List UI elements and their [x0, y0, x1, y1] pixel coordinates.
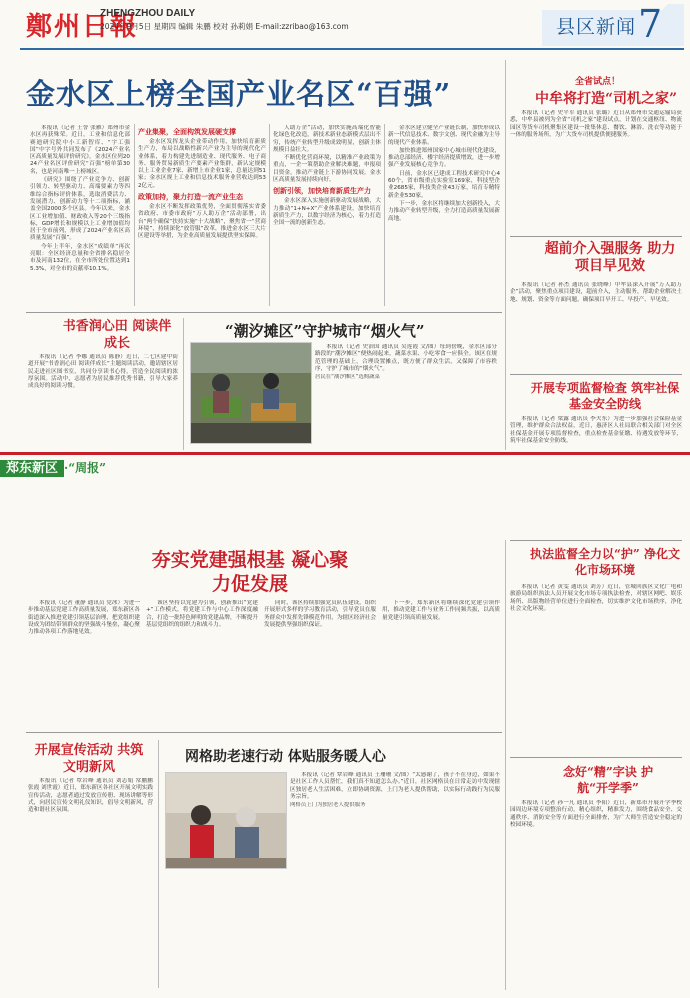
- right-story-5: [510, 800, 682, 985]
- civ-story: [28, 778, 153, 986]
- newspaper-logo: 鄭州日報: [26, 12, 139, 42]
- photo-caption: 居民在“潮汐摊区”选购蔬菜: [315, 374, 380, 381]
- right-headline-2: 超前介入强服务 助力项目早见效: [544, 241, 676, 274]
- story-para: 下一步，郑东新区将继续深化党建引领作用，推动党建工作与业务工作同频共振，以高质量党建引领高质量发展。: [382, 600, 500, 621]
- column-divider: [384, 124, 385, 306]
- column-divider: [183, 318, 184, 450]
- party-col-2: [146, 600, 258, 720]
- story-para: 本报讯（记者 黄雯 通讯员 刘芳）近日，管城回族区文化广电和旅游局组织执法人员开展文化市场专项执法检查，对辖区网吧、娱乐场所、出版物经营单位进行全面检查，切实维护文化市场秩序，净化社会文化环境。: [510, 584, 682, 612]
- right-story-1: [510, 110, 682, 232]
- right-headline-5: 念好“精”字诀 护航“开学季”: [563, 765, 653, 795]
- section-title: 县区新闻: [556, 16, 637, 38]
- book-headline: 书香润心田 阅读伴成长: [62, 319, 172, 351]
- page-number: 7: [638, 2, 663, 46]
- section-divider: [26, 312, 502, 313]
- lead-para: 金水区发挥龙头企业带动作用，加快培育新质生产力，布局以战略性新兴产业为主导的现代化产业体系，着力构建先进制造业、现代服务、电子商务、服务贸易新质生产要素产业集群，新认定规模以上工业企业7家、新增上市企业1家，总量达到51家；金水区规上工业和信息技术服务业营收达到532亿元。: [138, 139, 266, 189]
- story-para: 本报讯（记者 孙杰 通讯员 张晓峰）中牟县深入开展“万人助万企”活动，聚焦重点项目建设，超前介入，主动服务，帮助企业解决土地、规划、资金等方面问题，确保项目早开工、早投产、早见效。: [510, 282, 682, 303]
- lead-para: 《研究》围绕了产业竞争力、创新引领力、转型驱动力、高端要素力等四维综合指标评价体系，选取消费活力、发展潜力、创新动力等十二项指标，涵盖全国2000多个区县。今年以来，金水区工业增加值、财政收入等20个三级指标，GDP增长和规模以上工业增加值均居于全市前列，形成了2024产业名区高质量发展“百强”。: [30, 177, 130, 242]
- column-divider: [134, 124, 135, 306]
- story-para: 本报讯（记者 董静 通讯员 党冰）为进一步推动基层党建工作高质量发展，郑东新区各街道深入推进党建引领基层治理，把党组织建设成为团结带领群众的坚强战斗堡垒，凝心聚力推动各项工作落地见效。: [28, 600, 140, 636]
- net-story: [290, 772, 500, 986]
- book-story: [28, 354, 178, 449]
- right-headline-3: 开展专项监督检查 筑牢社保基金安全防线: [530, 381, 680, 411]
- right-story-4: [510, 584, 682, 754]
- section-tag: [0, 457, 106, 476]
- lead-subhead: 政策加持，聚力打造一流产业生态: [138, 193, 243, 202]
- story-para: 本报讯（记者 李娜 通讯员 陈静）近日，二七区建中街道开展“书香润心田 阅读伴成长”主题阅读活动，邀请辖区居民走进社区图书室，共同分享读书心得，营造全民阅读的浓厚氛围。活动中，志愿者为居民推荐优秀书籍，引导大家养成良好的阅读习惯。: [28, 354, 178, 390]
- party-col-1: [28, 600, 140, 720]
- newspaper-english-name: ZHENGZHOU DAILY: [100, 8, 196, 19]
- market-photo-illustration: [191, 343, 311, 443]
- story-para: 本报讯（记者 孙一凡 通讯员 李阳）近日，新郑市开展开学季校园周边环境专项整治行动，精心组织，精准发力，围绕食品安全、交通秩序、消防安全等方面进行全面排查，为广大师生营造安全稳定的校园环境。: [510, 800, 682, 828]
- column-divider: [269, 124, 270, 306]
- net-headline: 网格助老速行动 体贴服务暖人心: [185, 749, 386, 765]
- tide-story: [315, 344, 497, 444]
- right-story-2: [510, 282, 682, 370]
- party-col-4: [382, 600, 500, 720]
- masthead: [0, 0, 690, 52]
- section-tag-tail: ·“周报”: [64, 461, 106, 475]
- story-para: 该区坚持以党建为引领，创新推出“党建+”工作模式，将党建工作与中心工作深度融合，打造一批特色鲜明的党建品牌，不断提升基层党组织的组织力和战斗力。: [146, 600, 258, 628]
- lead-para: 人助万企”活动，加快实施高端化智能化绿色化改造，新技术新业态新模式层出不穷，传统产业转型升级成效明显，创新主体规模日益壮大。: [273, 125, 381, 153]
- story-divider: [510, 540, 682, 541]
- section-tag-label: 郑东新区: [0, 460, 64, 477]
- right-column-divider: [505, 60, 506, 450]
- story-para: 本报讯（记者 史治国 通讯员 吴莲霞 文/图）每到傍晚，金水区部分路段的“潮汐摊区”便热闹起来，蔬菜水果、小吃零食一应俱全。该区在规范管理的基础上，合理设置摊点，既方便了群众生活，又保障了市容秩序，守护了城市的“烟火气”。: [315, 344, 497, 372]
- story-para: 本报讯（记者 覃岩峰 通讯员 王珊珊 文/图）“太感谢了，孩子不在身边，如果不是社区工作人员帮忙，我们真不知道怎么办。”近日，社区网格员在日常走访中发现辖区独居老人生活困难，立即协调资源，上门为老人提供帮助，以实际行动践行为民服务宗旨。: [290, 772, 500, 800]
- story-para: 同时，该区持续加强党员队伍建设，组织开展形式多样的学习教育活动，引导党员在服务群众中发挥先锋模范作用，为辖区经济社会发展提供坚强组织保证。: [264, 600, 376, 628]
- party-col-3: [264, 600, 376, 720]
- civ-headline: 开展宣传活动 共筑文明新风: [34, 743, 144, 775]
- right-headline-1: 中牟将打造“司机之家”: [535, 91, 678, 107]
- lead-col-1: [30, 125, 130, 307]
- service-photo-illustration: [166, 773, 286, 868]
- masthead-rule: [20, 48, 684, 50]
- lead-subhead: 产业集聚，全面构筑发展硬支撑: [138, 128, 236, 136]
- section-band: [0, 452, 690, 455]
- story-divider: [510, 236, 682, 237]
- lead-para: 今年上半年，金水区“成绩单”再次亮眼：全区经济总量和全省排名稳居全市及河南132位，在全市所处位置达到15.3%，对全市的贡献率10.1%。: [30, 243, 130, 272]
- dateline: 2024年9月5日 星期四 编辑 朱鹏 校对 孙莉娟 E-mail:zzribao@163.com: [100, 22, 349, 31]
- right-headline-4: 执法监督全力以“护” 净化文化市场环境: [530, 547, 680, 577]
- lead-para: 日前，金水区已建成工程技术研究中心460个，省市级重点实验室169家，科技型企业2685家，科技类企业43万家，培育专精特新企业530家。: [388, 170, 500, 199]
- lead-para: 加快推进郑州国家中心城市现代化建设，推动总部经济、楼宇经济提质增效，进一步增强产业发展核心竞争力。: [388, 147, 500, 169]
- lead-para: 金水区建立健全产业链长制，加快形成以新一代信息技术、数字文创、现代金融为主导的现代产业体系。: [388, 125, 500, 146]
- net-photo: [165, 772, 287, 869]
- story-para: 本报讯（记者 史平军 通讯员 张璐）近日从郑州市交通运输局获悉，中牟县被列为全省“司机之家”建设试点，计划在交通枢纽、物流园区等货车司机聚集区建设一批集休息、餐饮、淋浴、洗衣等功能于一体的服务场所，为广大货车司机提供便捷服务。: [510, 110, 682, 138]
- right-story-3: [510, 416, 682, 536]
- section-divider: [26, 732, 502, 733]
- lead-col-4: [388, 125, 500, 307]
- right-column-divider-lower: [505, 540, 506, 990]
- lead-para: 下一步，金水区将继续加大创新投入，大力推动产业转型升级，全力打造高质量发展新高地。: [388, 200, 500, 222]
- lead-col-2: [138, 125, 266, 307]
- lead-headline: 金水区上榜全国产业名区“百强”: [26, 77, 452, 111]
- party-headline: 夯实党建强根基 凝心聚力促发展: [151, 549, 349, 595]
- story-divider: [510, 374, 682, 375]
- lead-para: 本报讯（记者 王誉 张雁）郑州市金水区再获殊荣。近日，工业和信息化部赛迪研究院中小工新智库、“宇工强国”中字号外共同发布了《2024产业名区高质量发展评价研究》，金水区位列2024产业名区评价研究“百强”榜单第30名，也是河南唯一上榜城区。: [30, 125, 130, 175]
- lead-para: 金水区不断发挥政策优势，全面贯彻落实省委省政府、市委市政府“万人助万企”活动部署，出台“两个确保”扶持实施“十大战略”，聚焦省一“营商环境”，持续深化“放管服”改革，推进金水区三大片区建设等举措，为企业高质量发展提供坚实保障。: [138, 204, 266, 240]
- lead-para: 金水区深入实施创新驱动发展战略，大力推动“1+N+X”产业体系建设，加快培育新质生产力，以数字经济为核心，着力打造全国一流的创新生态。: [273, 198, 381, 227]
- lead-subhead: 创新引领，加快培育新质生产力: [273, 187, 371, 196]
- tide-photo: [190, 342, 312, 444]
- lead-col-3: [273, 125, 381, 307]
- lead-para: 不断优化营商环境，以精准产业政策为重点，一企一策帮助企业解决难题，申报项目资金，推动产业链上下游协同发展。金水区高质量发展持续向好。: [273, 155, 381, 184]
- right-kicker: 全省试点！: [575, 77, 621, 87]
- column-divider: [158, 740, 159, 988]
- photo-caption: 网格员上门为独居老人提供服务: [290, 802, 366, 809]
- story-divider: [510, 757, 682, 758]
- story-para: 本报讯（记者 梁露 通讯员 李夫东）为进一步加强社会保险基金管理，维护群众合法权益，近日，惠济区人社局联合相关部门对全区社保基金开展专项监督检查，重点检查基金征缴、待遇发放等环节，筑牢社保基金安全防线。: [510, 416, 682, 444]
- tide-headline: “潮汐摊区”守护城市“烟火气”: [225, 322, 425, 340]
- story-para: 本报讯（记者 覃岩峰 通讯员 刘志娟 常鹏鹏 张霞 刘世霞）近日，郑东新区各社区开展文明实践宣传活动，志愿者通过发放宣传册、现场讲解等形式，向居民宣传文明礼仪知识，倡导文明新风，营造和谐社区氛围。: [28, 778, 153, 814]
